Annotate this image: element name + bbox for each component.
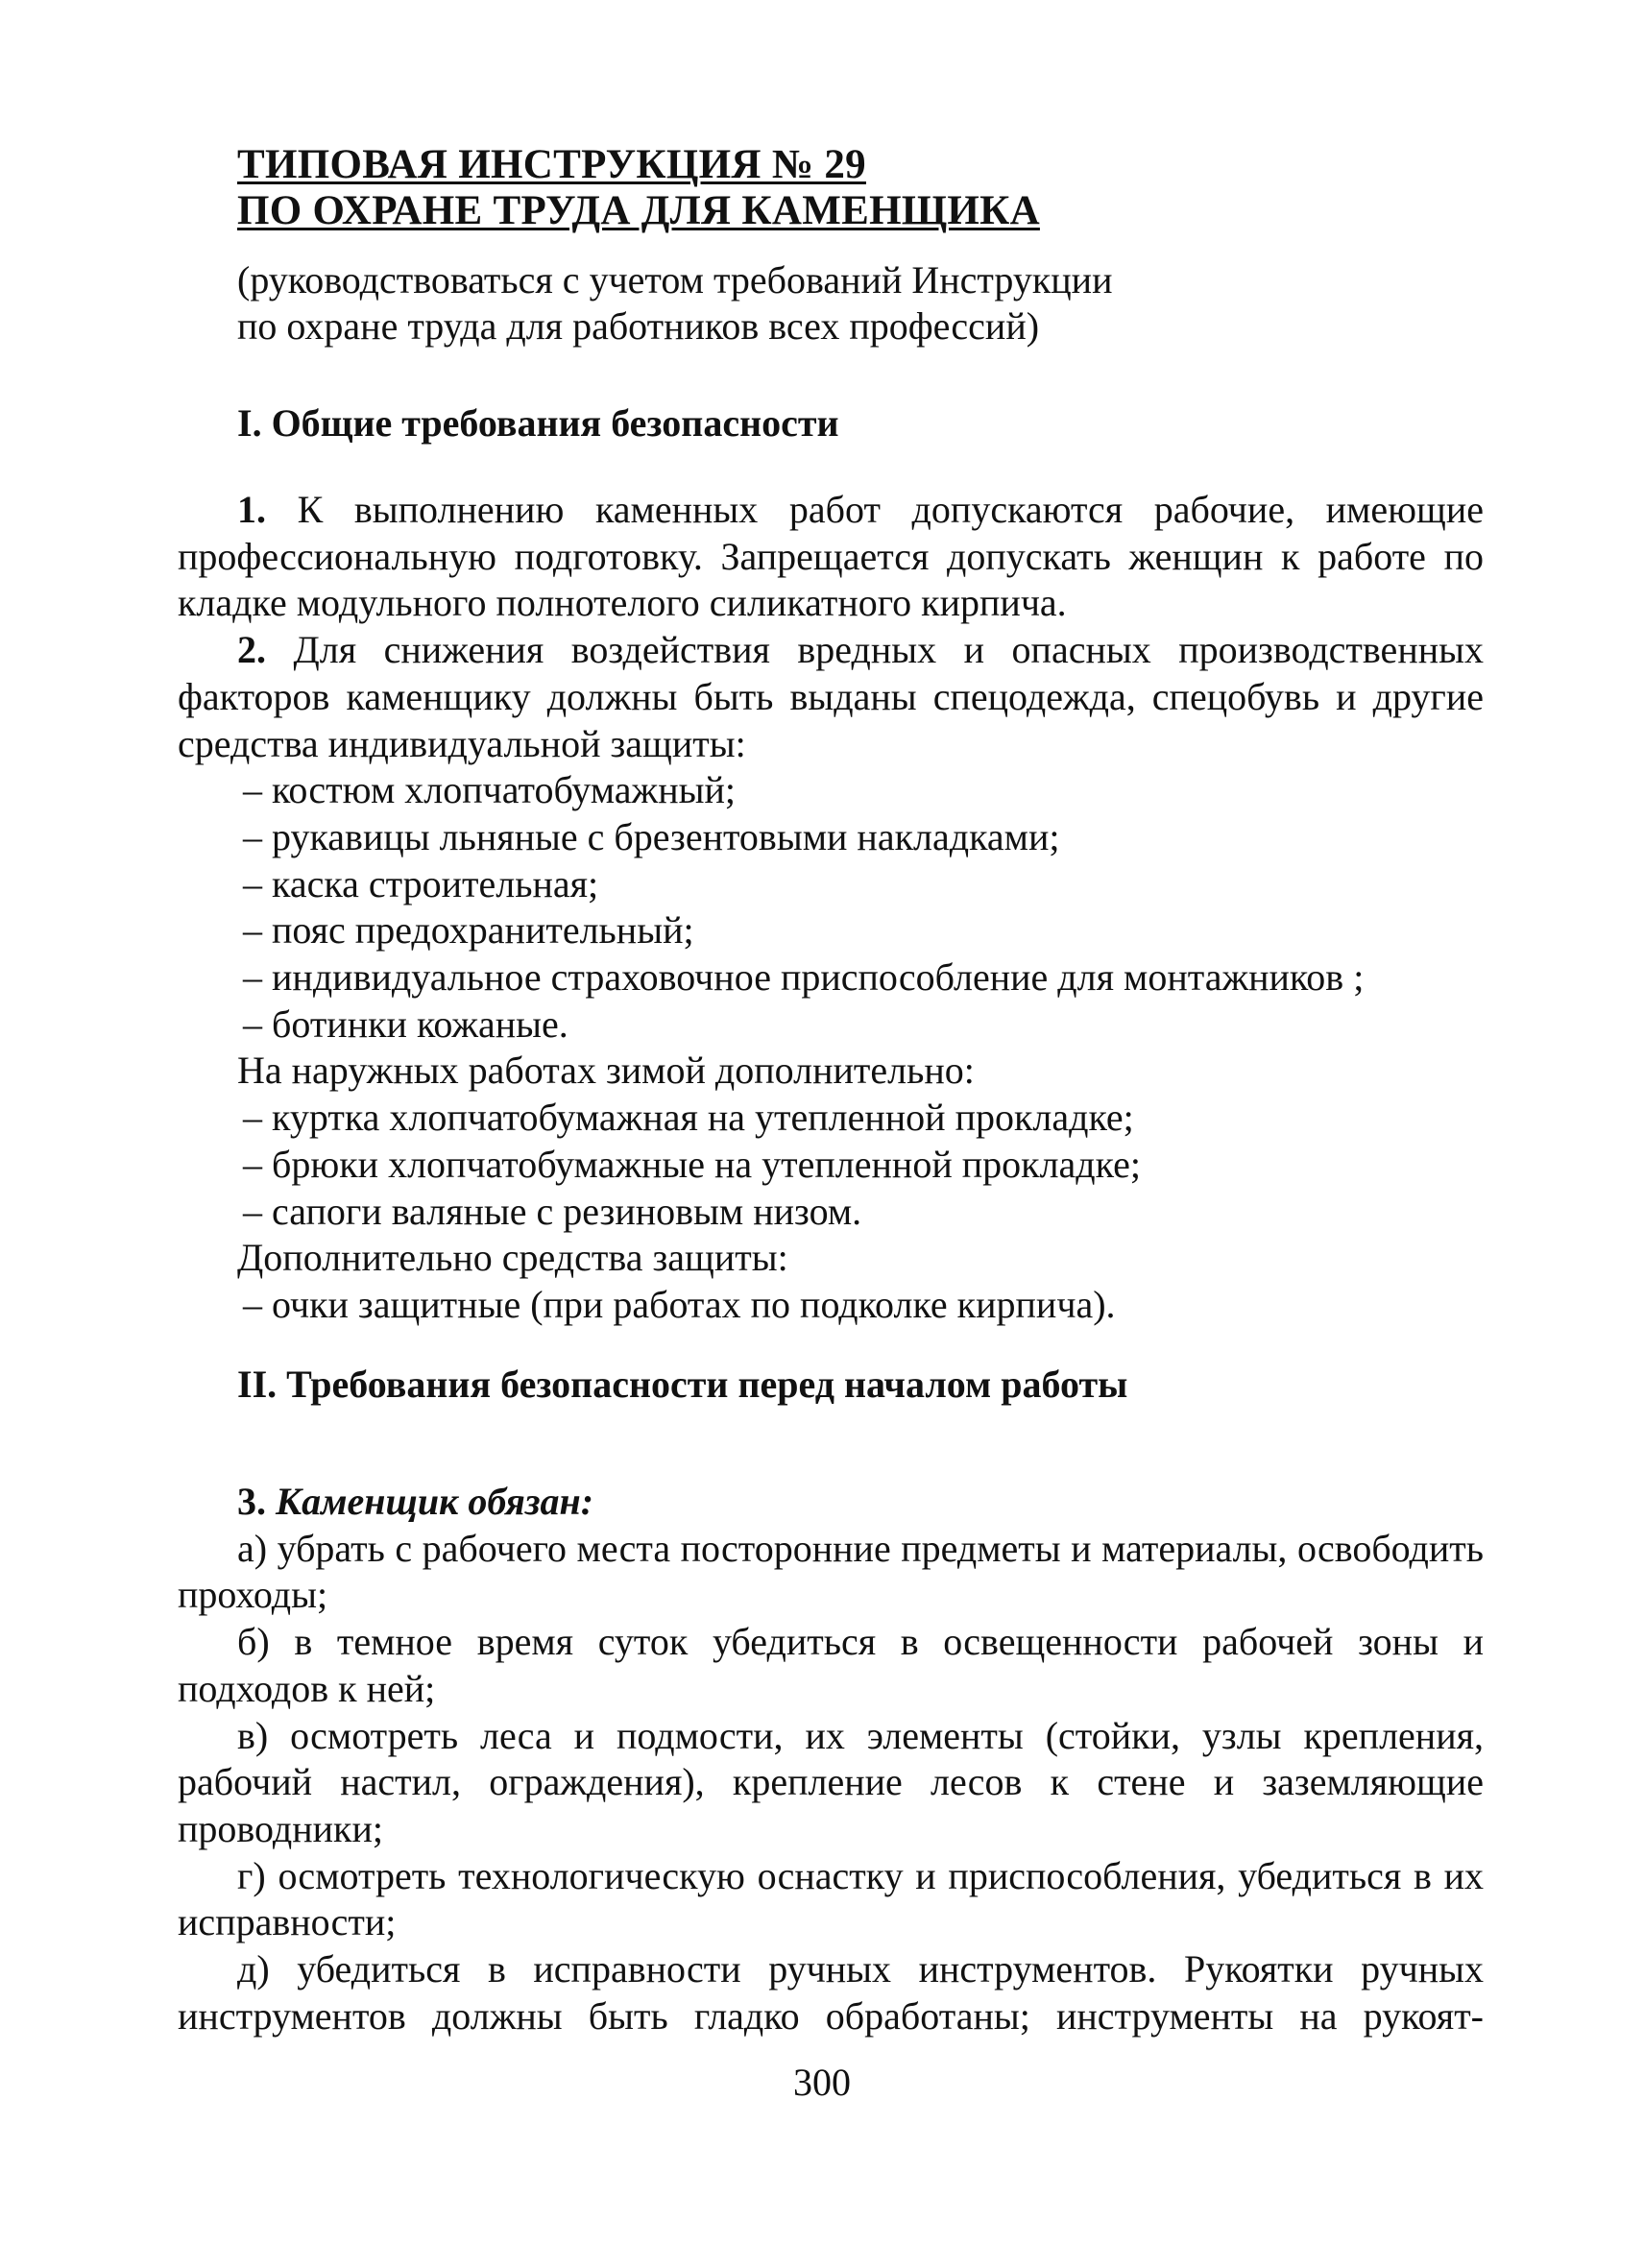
list-item: – индивидуальное страховочное приспособление для монтажников ; xyxy=(243,955,1365,1000)
list-item: – ботинки кожаные. xyxy=(243,1001,568,1046)
list-item: – очки защитные (при работах по подколке кирпича). xyxy=(243,1282,1116,1326)
paragraph-3-label: Каменщик обязан: xyxy=(276,1480,594,1523)
list-item: – костюм хлопчатобумажный; xyxy=(243,768,736,812)
paragraph-1-number: 1. xyxy=(237,488,266,531)
title-line-1: ТИПОВАЯ ИНСТРУКЦИЯ № 29 xyxy=(237,142,866,187)
paragraph-2-number: 2. xyxy=(237,628,266,672)
section-2-heading: II. Требования безопасности перед началом работы xyxy=(237,1363,1128,1406)
list-item: – сапоги валяные с резиновым низом. xyxy=(243,1189,862,1233)
section-2-body xyxy=(178,1479,1484,2039)
document-subtitle xyxy=(237,257,1112,350)
list-item: б) в темное время суток убедиться в освещенности рабочей зоны и подходов к ней; xyxy=(178,1620,1484,1710)
list-item: а) убрать с рабочего места посторонние предметы и материалы, освободить проходы; xyxy=(178,1526,1484,1617)
paragraph-3-number: 3. xyxy=(237,1480,266,1523)
list-item: – каска строительная; xyxy=(243,861,599,905)
extra-label: Дополнительно средства защиты: xyxy=(237,1236,788,1280)
list-item: – куртка хлопчатобумажная на утепленной прокладке; xyxy=(243,1096,1134,1140)
paragraph-3 xyxy=(178,1479,1484,1526)
paragraph-1-text: К выполнению каменных работ допускаются рабочие, имеющие профессиональную подготовку. Запрещается допускать женщин к работе по кладке модульного полнотелого силикатного кирпича. xyxy=(178,488,1484,625)
paragraph-2-text: Для снижения воздействия вредных и опасных производственных факторов каменщику должны быть выданы спецодежда, спецобувь и другие средства индивидуальной защиты: xyxy=(178,628,1484,765)
paragraph-2 xyxy=(178,627,1484,767)
paragraph-1 xyxy=(178,487,1484,627)
list-item: – пояс предохранительный; xyxy=(243,908,694,953)
list-item: – брюки хлопчатобумажные на утепленной прокладке; xyxy=(243,1142,1141,1186)
title-line-2: ПО ОХРАНЕ ТРУДА ДЛЯ КАМЕНЩИКА xyxy=(237,188,1040,233)
page-number: 300 xyxy=(793,2061,851,2104)
document-title xyxy=(237,142,1040,234)
subtitle-line-1: (руководствоваться с учетом требований Инструкции xyxy=(237,258,1113,302)
section-1-heading: I. Общие требования безопасности xyxy=(237,401,839,445)
list-item: – рукавицы льняные с брезентовыми накладками; xyxy=(243,814,1060,858)
winter-label: На наружных работах зимой дополнительно: xyxy=(237,1049,975,1093)
list-item: в) осмотреть леса и подмости, их элементы (стойки, узлы крепления, рабочий настил, ограждения), крепление лесов к стене и заземляющие проводники; xyxy=(178,1713,1484,1850)
list-item: г) осмотреть технологическую оснастку и приспособления, убедиться в их исправности; xyxy=(178,1853,1484,1944)
list-item: д) убедиться в исправности ручных инструментов. Рукоятки ручных инструментов должны быть гладко обработаны; инструменты на рукоят- xyxy=(178,1947,1484,2038)
section-1-body xyxy=(178,487,1484,1329)
subtitle-line-2: по охране труда для работников всех профессий) xyxy=(237,304,1040,348)
